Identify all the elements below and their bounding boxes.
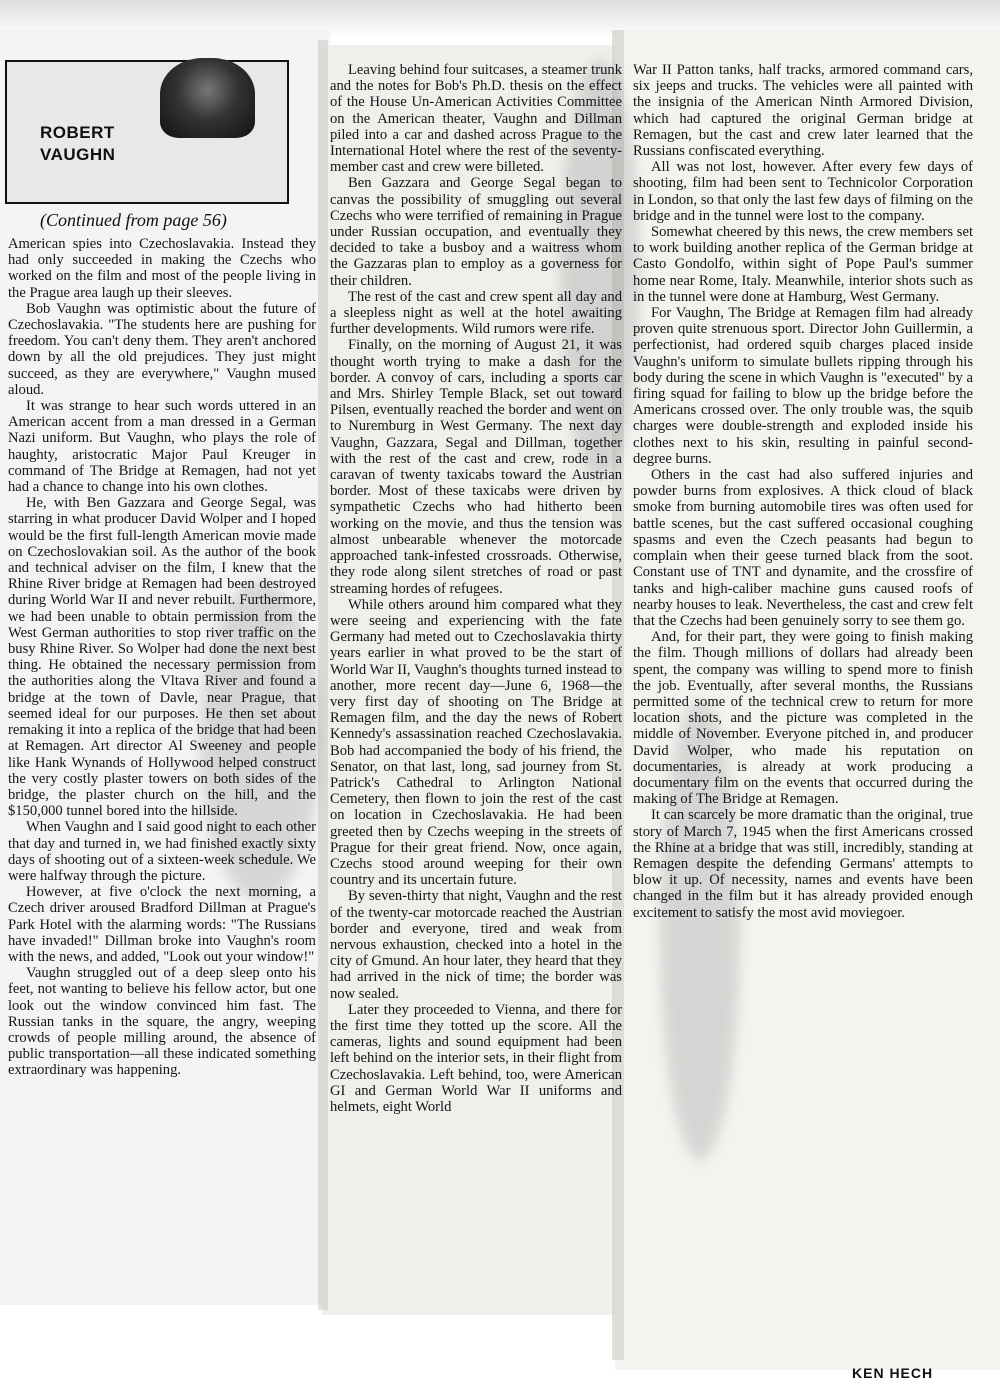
author-name bbox=[40, 122, 160, 166]
paragraph: Finally, on the morning of August 21, it was thought worth trying to make a dash for the border. A convoy of cars, including a sports car and Mrs. Shirley Temple Black, set out toward Pilsen, eventually reached the border and went on to Nuremburg in West Germany. The next day Vaughn, Gazzara, Segal and Dillman, together with the rest of the cast and crew, rode in a caravan of twenty taxicabs toward the Austrian border. Most of these taxicabs were driven by sympathetic Czechs who had hitherto been working on the movie, and thus the tension was almost unbearable whenever the motorcade approached tank-infested crossroads. Otherwise, they rode along silent stretches of road or past streaming hordes of refugees. bbox=[330, 337, 622, 597]
paragraph: It can scarcely be more dramatic than the original, true story of March 7, 1945 when the first Americans crossed the Rhine at a bridge that was still, incredibly, standing at Remagen despite the defending Germans' attempts to blow it up. Of necessity, names and events have been changed in the film but it has already provided enough excitement to satisfy the most avid moviegoer. bbox=[633, 807, 973, 921]
column-middle bbox=[330, 62, 622, 1115]
column-left bbox=[8, 236, 316, 1079]
paragraph: Leaving behind four suitcases, a steamer trunk and the notes for Bob's Ph.D. thesis on the effect of the House Un-American Activities Committee on the American theater, Vaughn and Dillman piled into a car and dashed across Prague to the International Hotel where the rest of the seventy-member cast and crew were billeted. bbox=[330, 62, 622, 176]
author-photo bbox=[160, 58, 255, 138]
paragraph: Vaughn struggled out of a deep sleep onto his feet, not wanting to believe his fellow actor, but one look out the window convinced him fast. The Russian tanks in the square, the angry, weeping crowds of people milling around, the absence of public transportation—all these indicated something extraordinary was happening. bbox=[8, 965, 316, 1079]
paragraph: By seven-thirty that night, Vaughn and the rest of the twenty-car motorcade reached the Austrian border and everyone, tired and weak from nervous exhaustion, checked into a hotel in the city of Gmund. An hour later, they heard that they had arrived in the nick of time; the border was now sealed. bbox=[330, 888, 622, 1002]
paragraph: However, at five o'clock the next morning, a Czech driver aroused Bradford Dillman at Prague's Park Hotel with the alarming words: "The Russians have invaded!" Dillman broke into Vaughn's room with the news, and added, "Look out your window!" bbox=[8, 884, 316, 965]
paragraph: War II Patton tanks, half tracks, armored command cars, six jeeps and trucks. The vehicles were all painted with the insignia of the American Ninth Armored Division, which had captured the original German bridge at Remagen, but the cast and crew later learned that the Russians confiscated everything. bbox=[633, 62, 973, 160]
paragraph: While others around him compared what they were seeing and experiencing with the fate Germany had meted out to Czechoslavakia thirty years earlier in what proved to be the start of World War II, Vaughn's thoughts turned instead to another, more recent day—June 6, 1968—the very first day of shooting on The Bridge at Remagen film, and the day the news of Robert Kennedy's assassination reached Czechoslavakia. Bob had accompanied the body of his friend, the Senator, on that last, long, sad journey from St. Patrick's Cathedral to Arlington National Cemetery, then flown to join the rest of the cast on location in Czechoslavakia. He had been greeted then by Czechs weeping in the streets of Prague for their great friend. Now, once again, Czechs stood around weeping for their own country and its uncertain future. bbox=[330, 596, 622, 889]
author-first-name: ROBERT bbox=[40, 123, 115, 142]
paragraph: It was strange to hear such words uttered in an American accent from a man dressed in a German Nazi uniform. But Vaughn, who plays the role of haughty, aristocratic Major Paul Kreuger in command of The Bridge at Remagen, had not yet had a chance to change into his own clothes. bbox=[8, 398, 316, 496]
paragraph: Others in the cast had also suffered injuries and powder burns from explosives. A thick cloud of black smoke from burning automobile tires was often used for battle scenes, but the cast suffered occasional coughing spasms and even the Czech peasants had begun to complain when their geese turned black from the soot. Constant use of TNT and dynamite, and the crossfire of tanks and high-caliber machine guns caused roofs of nearby houses to leak. Nevertheless, the cast and crew felt that the Czechs had been genuinely sorry to see them go. bbox=[633, 467, 973, 629]
paragraph: He, with Ben Gazzara and George Segal, was starring in what producer David Wolper and I hoped would be the first full-length American movie made on Czechoslovakian soil. As the author of the book and technical adviser on the film, I knew that the Rhine River bridge at Remagen had been destroyed during World War II and never rebuilt. Furthermore, we had been unable to obtain permission from the West German authorities to stop river traffic on the busy Rhine River. So Wolper had done the next best thing. He obtained the necessary permission from the authorities along the Vltava River and found a bridge at the town of Davle, near Prague, that seemed ideal for our purposes. He then set about remaking it into a replica of the bridge that had been at Remagen. Art director Al Sweeney and people like Hank Wynands of Hollywood helped construct the very costly plaster towers on both sides of the bridge, the plaster church on the hill, and the $150,000 tunnel bored into the hillside. bbox=[8, 495, 316, 820]
continued-note: (Continued from page 56) bbox=[40, 210, 227, 230]
tear-line bbox=[318, 40, 328, 1310]
paragraph: When Vaughn and I said good night to each other that day and turned in, we had finished exactly sixty days of shooting out of a sixteen-week schedule. We were halfway through the picture. bbox=[8, 819, 316, 884]
paragraph: American spies into Czechoslavakia. Instead they had only succeeded in making the Czechs who worked on the film and most of the people living in the Prague area laugh up their sleeves. bbox=[8, 236, 316, 301]
paragraph: For Vaughn, The Bridge at Remagen film had already proven quite strenuous sport. Director John Guillermin, a perfectionist, had ordered squib charges placed inside Vaughn's uniform to simulate bullets ripping through his body during the scene in which Vaughn is "executed" by a firing squad for failing to blow up the bridge before the Americans crossed over. The only trouble was, the squib charges were double-strength and exploded inside his clothes next to his skin, resulting in painful second-degree burns. bbox=[633, 305, 973, 467]
paragraph: All was not lost, however. After every few days of shooting, film had been sent to Technicolor Corporation in London, so that only the last few days of filming on the bridge and in the tunnel were lost to the company. bbox=[633, 159, 973, 224]
author-last-name: VAUGHN bbox=[40, 145, 116, 164]
column-right bbox=[633, 62, 973, 921]
paragraph: Ben Gazzara and George Segal began to canvas the possibility of smuggling out several Czechs who were terrified of remaining in Prague under Russian occupation, and eventually they decided to take a busboy and a waitress whom the Gazzaras plan to employ as a governess for their children. bbox=[330, 175, 622, 289]
paragraph: The rest of the cast and crew spent all day and a sleepless night as well at the hotel awaiting further developments. Wild rumors were rife. bbox=[330, 288, 622, 338]
paragraph: Later they proceeded to Vienna, and there for the first time they totted up the score. All the cameras, lights and sound equipment had been left behind on the interior sets, in their flight from Czechoslavakia. Left behind, too, were American GI and German World War II uniforms and helmets, eight World bbox=[330, 1001, 622, 1115]
paragraph: And, for their part, they were going to finish making the film. Though millions of dollars had already been spent, the company was willing to spend more to finish the job. Eventually, after several months, the Russians permitted some of the technical crew to return for more location shots, and the picture was completed in the middle of November. Everyone pitched in, and producer David Wolper, who made his reputation on documentaries, is already at work producing a documentary film on the events that occurred during the making of The Bridge at Remagen. bbox=[633, 629, 973, 808]
author-signature: KEN HECH bbox=[852, 1365, 934, 1381]
paragraph: Somewhat cheered by this news, the crew members set to work building another replica of the German bridge at Casto Gondolfo, within sight of Pope Paul's summer home near Rome, Italy. Meanwhile, interior shots such as in the tunnel were done at Hamburg, West Germany. bbox=[633, 224, 973, 305]
paragraph: Bob Vaughn was optimistic about the future of Czechoslavakia. "The students here are pushing for freedom. You can't deny them. They aren't anchored down by all the old prejudices. They just might succeed, as they are everywhere," Vaughn mused aloud. bbox=[8, 300, 316, 398]
